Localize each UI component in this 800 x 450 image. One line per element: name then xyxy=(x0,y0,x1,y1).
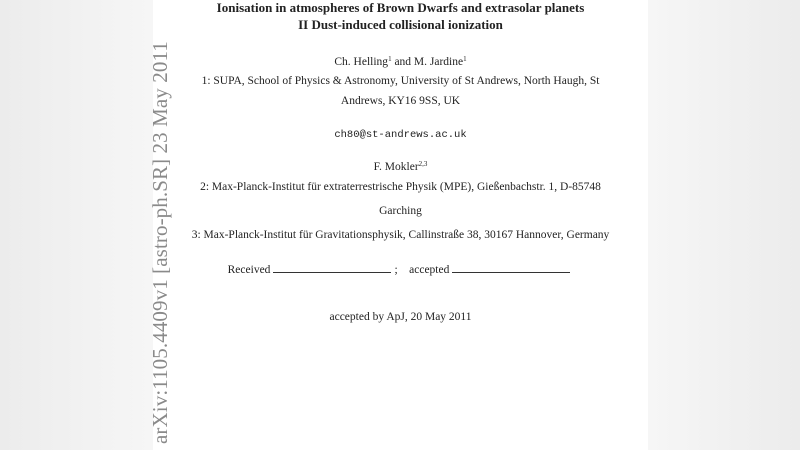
received-accepted xyxy=(153,262,648,276)
affiliation-1-line-1: 1: SUPA, School of Physics & Astronomy, University of St Andrews, North Haugh, St xyxy=(201,75,600,87)
title-line-1: Ionisation in atmospheres of Brown Dwarfs and extrasolar planets xyxy=(216,0,585,15)
accepted-label: accepted xyxy=(409,264,450,276)
affiliation-1-line-2: Andrews, KY16 9SS, UK xyxy=(340,95,461,107)
received-label: Received xyxy=(227,264,271,276)
separator: ; xyxy=(394,264,398,276)
authors xyxy=(153,56,648,68)
background-left xyxy=(0,0,153,450)
affiliation-2-line-2: Garching xyxy=(379,205,422,217)
background-right xyxy=(648,0,800,450)
title-line-2: II Dust-induced collisional ionization xyxy=(298,17,503,32)
affiliation-3: 3: Max-Planck-Institut für Gravitationsphysik, Callinstraße 38, 30167 Hannover, Germany xyxy=(191,229,610,241)
arxiv-stamp: arXiv:1105.4409v1 [astro-ph.SR] 23 May 2011 xyxy=(148,41,172,444)
author-3-name: F. Mokler xyxy=(373,161,419,173)
accepted-blank xyxy=(452,262,570,273)
author-3 xyxy=(153,161,648,173)
author-1-affil: 1 xyxy=(388,55,392,63)
affiliation-2-line-1: 2: Max-Planck-Institut für extraterrestrische Physik (MPE), Gießenbachstr. 1, D-85748 xyxy=(200,181,601,193)
author-3-affil: 2,3 xyxy=(418,160,428,168)
accepted-note: accepted by ApJ, 20 May 2011 xyxy=(329,311,472,323)
email: ch80@st-andrews.ac.uk xyxy=(334,129,467,141)
received-blank xyxy=(273,262,391,273)
author-1: Ch. Helling xyxy=(334,56,389,68)
author-2-affil: 1 xyxy=(463,55,467,63)
author-2: and M. Jardine xyxy=(391,56,464,68)
